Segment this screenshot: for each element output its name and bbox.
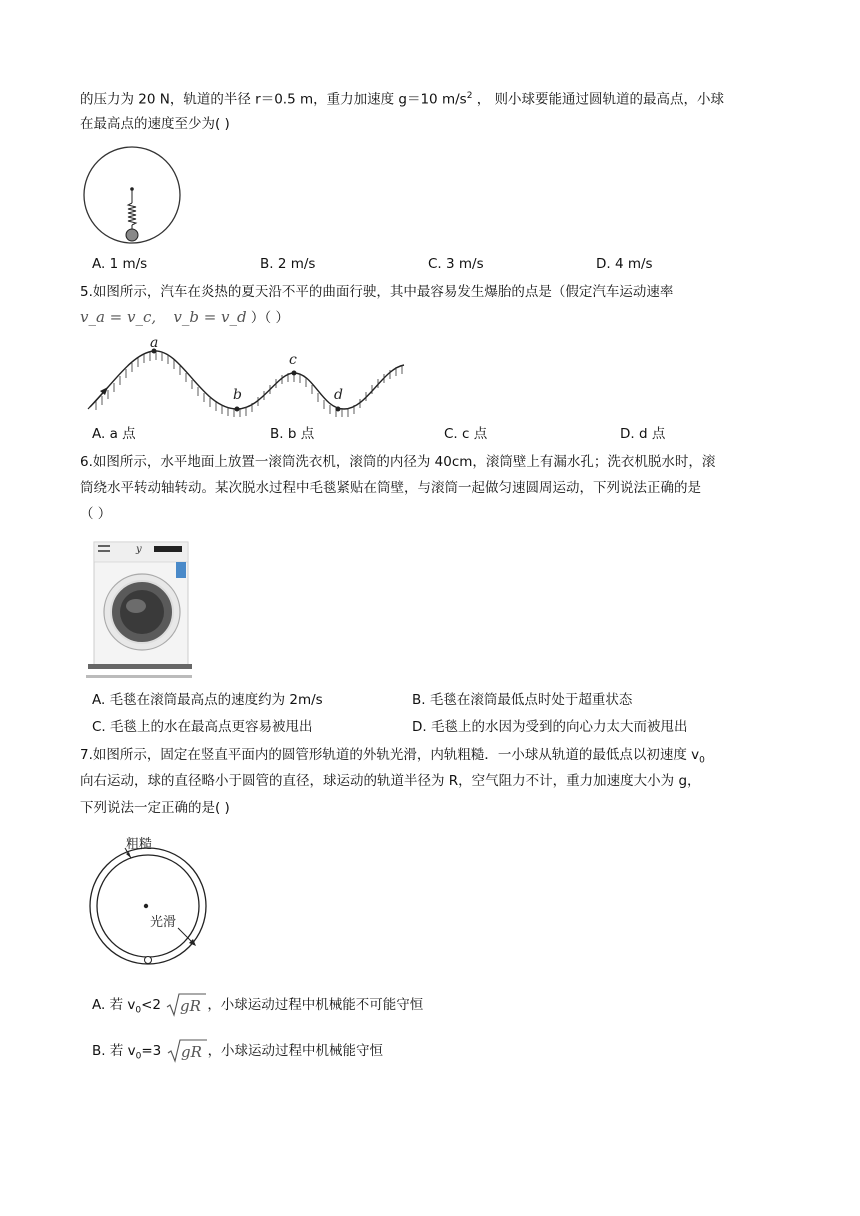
q7-option-a[interactable]: A. 若 $v_0<2$ gR ，小球运动过程中机械能不可能守恒 — [92, 992, 423, 1021]
q6-text-line3: （ ） — [80, 506, 112, 522]
q7-label-rough: 粗糙 — [126, 837, 153, 852]
q6-option-d[interactable]: D. 毛毯上的水因为受到的向心力太大而被甩出 — [412, 719, 688, 735]
q7-text-line2: 向右运动，球的直径略小于圆管的直径，球运动的轨道半径为 R，空气阻力不计，重力加速度大小为 g， — [80, 773, 701, 789]
q6-option-b[interactable]: B. 毛毯在滚筒最低点时处于超重状态 — [412, 692, 633, 708]
q4-text-line1: 的压力为 20 N，轨道的半径 r＝0.5 m，重力加速度 g＝10 $m/s^2$ ， 则小球要能通过圆轨道的最高点，小球 — [80, 91, 725, 108]
q6-text-line2: 筒绕水平转动轴转动。某次脱水过程中毛毯紧贴在筒壁，与滚筒一起做匀速圆周运动，下列说法正确的是 — [80, 480, 701, 496]
q5-wavy-road-figure — [82, 335, 408, 417]
svg-text:gR: gR — [180, 997, 202, 1015]
q4-option-a[interactable]: A. 1 m/s — [92, 256, 148, 272]
sqrt-gR-icon — [166, 1038, 208, 1064]
q5-point-label-b: b — [233, 387, 242, 403]
q5-point-label-d: d — [334, 387, 343, 403]
q4-option-d[interactable]: D. 4 m/s — [596, 256, 653, 272]
q5-point-label-a: a — [150, 335, 159, 351]
q5-option-b[interactable]: B. b 点 — [270, 426, 315, 442]
q7-text-line1: 7.如图所示，固定在竖直平面内的圆管形轨道的外轨光滑，内轨粗糙．一小球从轨道的最低点以初速度 $v_0$ — [80, 747, 705, 766]
q7-option-b[interactable]: B. 若 $v_0=3$ gR ，小球运动过程中机械能守恒 — [92, 1038, 383, 1067]
q4-option-c[interactable]: C. 3 m/s — [428, 256, 484, 272]
q6-option-c[interactable]: C. 毛毯上的水在最高点更容易被甩出 — [92, 719, 313, 735]
q7-text-line3: 下列说法一定正确的是( ) — [80, 800, 230, 816]
q7-circular-tube-track-figure — [84, 828, 214, 970]
q5-formula-bd: v_b = v_d — [173, 308, 247, 326]
svg-text:gR: gR — [180, 1043, 202, 1061]
q4-text-line2: 在最高点的速度至少为( ) — [80, 116, 230, 132]
q5-text-line2: v_a = v_c, v_b = v_d ）（ ） — [80, 308, 289, 326]
q5-option-c[interactable]: C. c 点 — [444, 426, 488, 442]
q5-option-a[interactable]: A. a 点 — [92, 426, 136, 442]
q5-option-d[interactable]: D. d 点 — [620, 426, 666, 442]
q5-formula-ac: v_a = v_c, — [80, 308, 157, 326]
q6-washing-machine-figure — [84, 536, 194, 682]
q4-option-b[interactable]: B. 2 m/s — [260, 256, 316, 272]
q5-point-label-c: c — [289, 352, 297, 368]
q6-option-a[interactable]: A. 毛毯在滚筒最高点的速度约为 2m/s — [92, 692, 323, 708]
q7-label-smooth: 光滑 — [150, 915, 177, 930]
q6-text-line1: 6.如图所示，水平地面上放置一滚筒洗衣机，滚筒的内径为 40cm，滚筒壁上有漏水孔；洗衣机脱水时，滚 — [80, 454, 716, 470]
svg-text:y: y — [136, 544, 142, 555]
q5-text-line1: 5.如图所示，汽车在炎热的夏天沿不平的曲面行驶，其中最容易发生爆胎的点是（假定汽车运动速率 — [80, 284, 674, 300]
sqrt-gR-icon — [165, 992, 207, 1018]
q4-circular-track-figure — [82, 143, 184, 247]
